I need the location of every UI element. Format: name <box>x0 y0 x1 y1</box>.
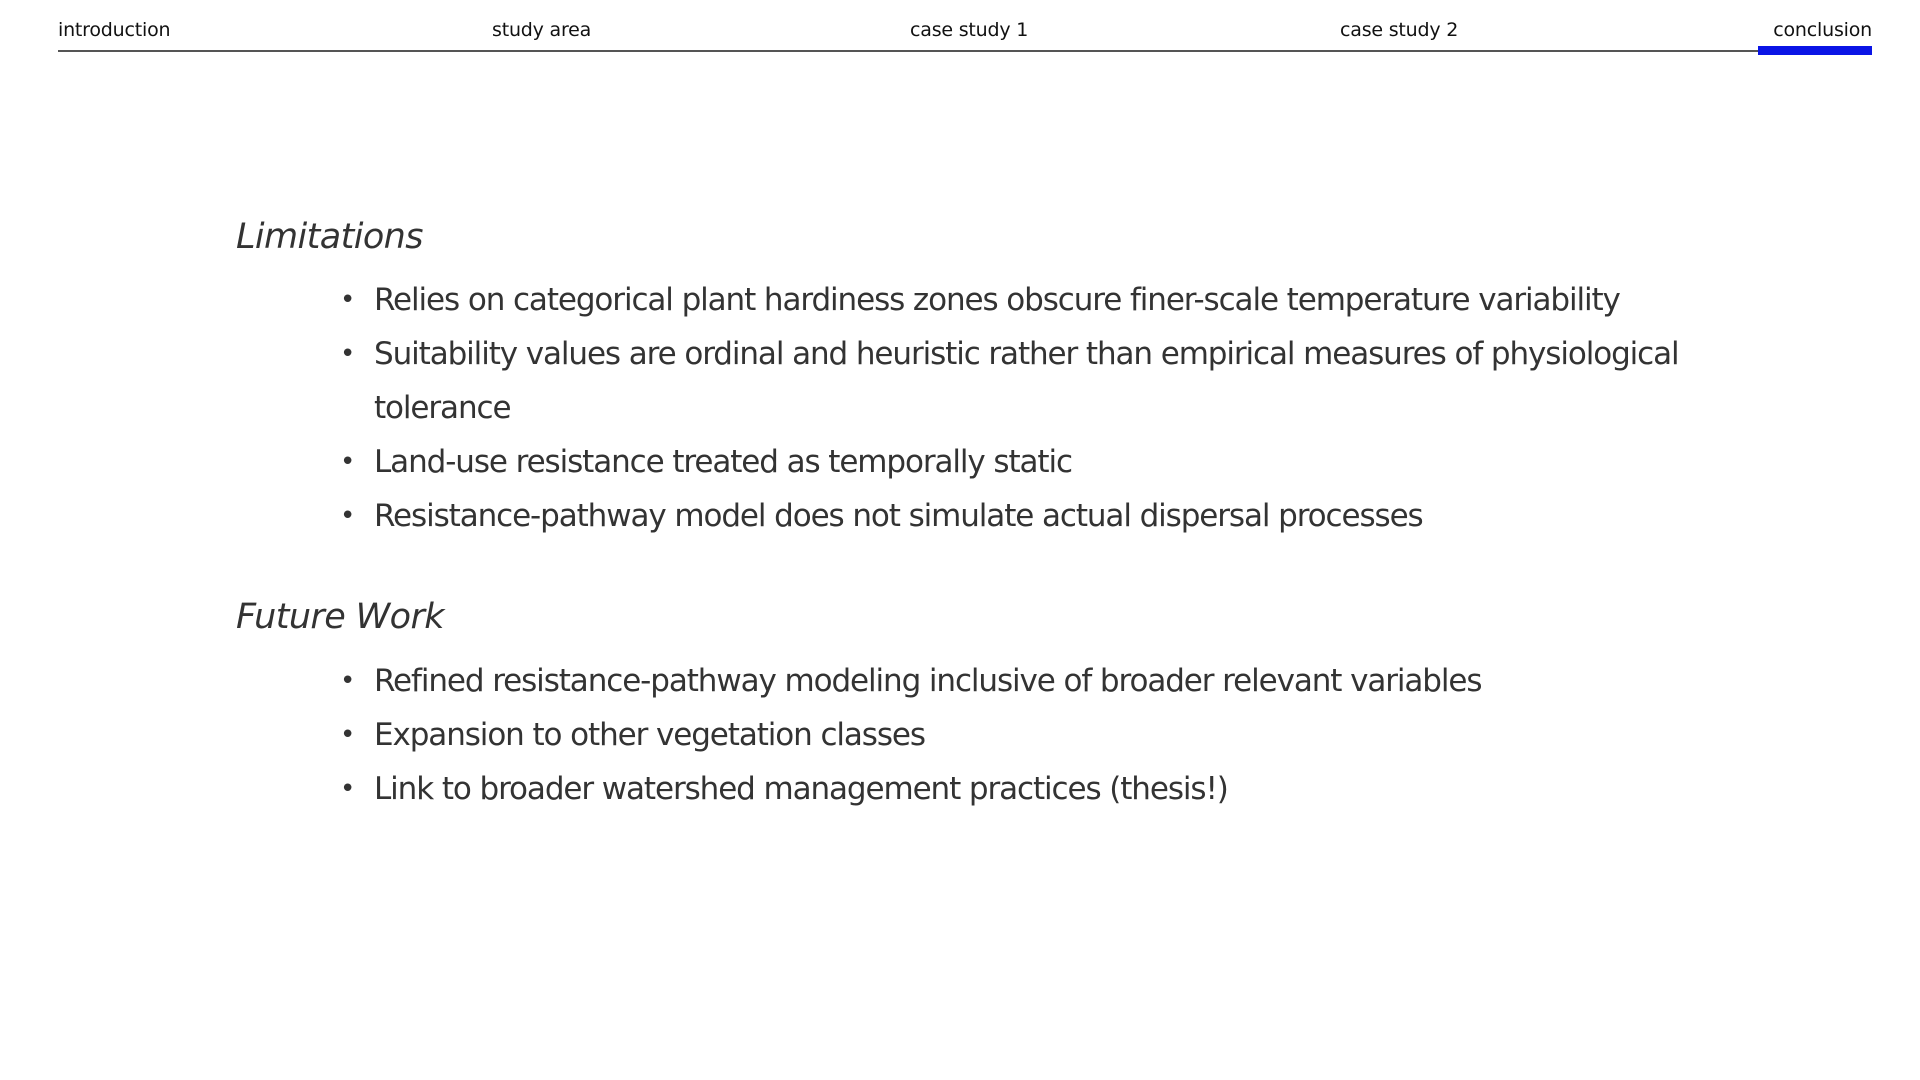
list-item <box>340 762 1740 816</box>
list-item-text: Relies on categorical plant hardiness zones obscure finer-scale temperature variability <box>374 282 1620 318</box>
bullet-dot-icon: • <box>340 666 355 696</box>
nav-item-conclusion[interactable]: conclusion <box>1773 19 1872 41</box>
future-work-list <box>340 654 1740 816</box>
bullet-dot-icon: • <box>340 339 355 369</box>
list-item <box>340 327 1740 435</box>
limitations-heading: Limitations <box>236 217 423 257</box>
list-item <box>340 708 1740 762</box>
bullet-dot-icon: • <box>340 720 355 750</box>
bullet-dot-icon: • <box>340 285 355 315</box>
list-item <box>340 489 1740 543</box>
top-navigation <box>58 0 1872 52</box>
nav-item-case-study-1[interactable]: case study 1 <box>910 19 1029 41</box>
limitations-list <box>340 273 1740 543</box>
list-item-text: Link to broader watershed management practices (thesis!) <box>374 771 1228 807</box>
nav-item-introduction[interactable]: introduction <box>58 19 171 41</box>
list-item-text: Suitability values are ordinal and heuristic rather than empirical measures of physiological tolerance <box>374 336 1679 426</box>
nav-item-case-study-2[interactable]: case study 2 <box>1340 19 1459 41</box>
nav-item-study-area[interactable]: study area <box>492 19 592 41</box>
list-item <box>340 435 1740 489</box>
list-item <box>340 273 1740 327</box>
active-section-indicator <box>1758 46 1872 55</box>
list-item <box>340 654 1740 708</box>
nav-divider-line <box>58 50 1872 52</box>
list-item-text: Expansion to other vegetation classes <box>374 717 925 753</box>
list-item-text: Refined resistance-pathway modeling inclusive of broader relevant variables <box>374 663 1482 699</box>
list-item-text: Land-use resistance treated as temporally static <box>374 444 1072 480</box>
list-item-text: Resistance-pathway model does not simulate actual dispersal processes <box>374 498 1423 534</box>
future-work-heading: Future Work <box>236 597 444 637</box>
bullet-dot-icon: • <box>340 774 355 804</box>
bullet-dot-icon: • <box>340 447 355 477</box>
bullet-dot-icon: • <box>340 501 355 531</box>
